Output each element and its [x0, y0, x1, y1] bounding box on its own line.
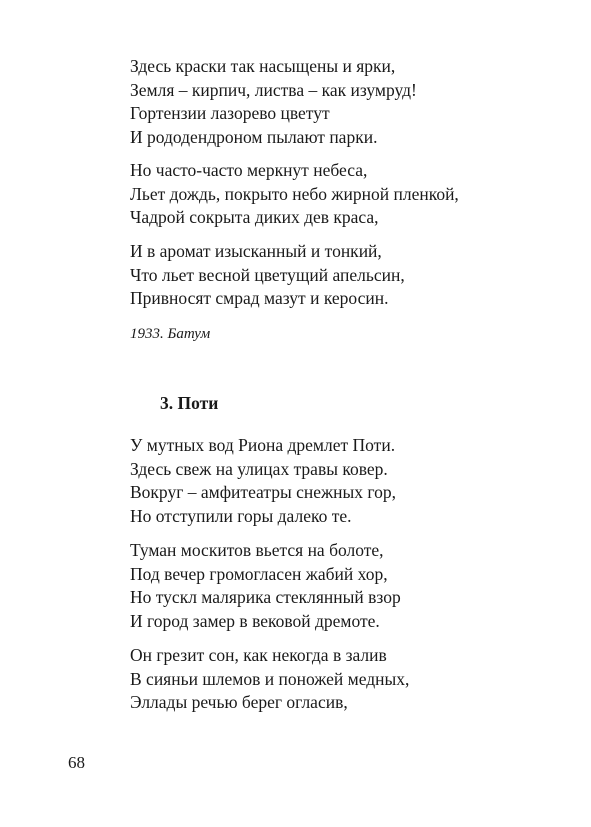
page-number: 68: [68, 753, 85, 772]
verse-line: И рододендроном пылают парки.: [130, 126, 378, 147]
verse-line: Туман москитов вьется на болоте,: [130, 540, 384, 560]
poem2-stanza-3: [130, 644, 560, 715]
verse-line: Но тускл малярика стеклянный взор: [130, 587, 401, 607]
verse-line: Земля – кирпич, листва – как изумруд!: [130, 79, 417, 100]
verse-line: Привносят смрад мазут и керосин.: [130, 288, 389, 308]
verse-line: И город замер в вековой дремоте.: [130, 610, 380, 631]
poem2-stanza-1: [130, 434, 560, 528]
poem2-title: 3. Поти: [160, 393, 219, 413]
verse-line: Эллады речью берег огласив,: [130, 692, 348, 712]
poem1-stanza-3: [130, 240, 560, 311]
verse-line: В сияньи шлемов и поножей медных,: [130, 668, 410, 689]
verse-line: У мутных вод Риона дремлет Поти.: [130, 435, 396, 455]
verse-line: Гортензии лазорево цветут: [130, 103, 330, 123]
verse-line: Здесь краски так насыщены и ярки,: [130, 56, 396, 76]
verse-line: И в аромат изысканный и тонкий,: [130, 241, 382, 261]
verse-line: Льет дождь, покрыто небо жирной пленкой,: [130, 183, 459, 204]
verse-line: Но часто-часто меркнут небеса,: [130, 160, 368, 180]
poem2-stanza-2: [130, 539, 560, 633]
verse-line: Чадрой сокрыта диких дев краса,: [130, 207, 379, 227]
poem1-stanza-2: [130, 159, 560, 230]
verse-line: Под вечер громогласен жабий хор,: [130, 563, 388, 584]
verse-line: Он грезит сон, как некогда в залив: [130, 645, 387, 665]
verse-line: Что льет весной цветущий апельсин,: [130, 264, 405, 285]
verse-line: Но отступили горы далеко те.: [130, 505, 352, 526]
verse-line: Вокруг – амфитеатры снежных гор,: [130, 482, 396, 502]
verse-line: Здесь свеж на улицах травы ковер.: [130, 458, 388, 479]
poem1-stanza-1: [130, 55, 560, 149]
poem1-dateline: 1933. Батум: [130, 326, 211, 342]
